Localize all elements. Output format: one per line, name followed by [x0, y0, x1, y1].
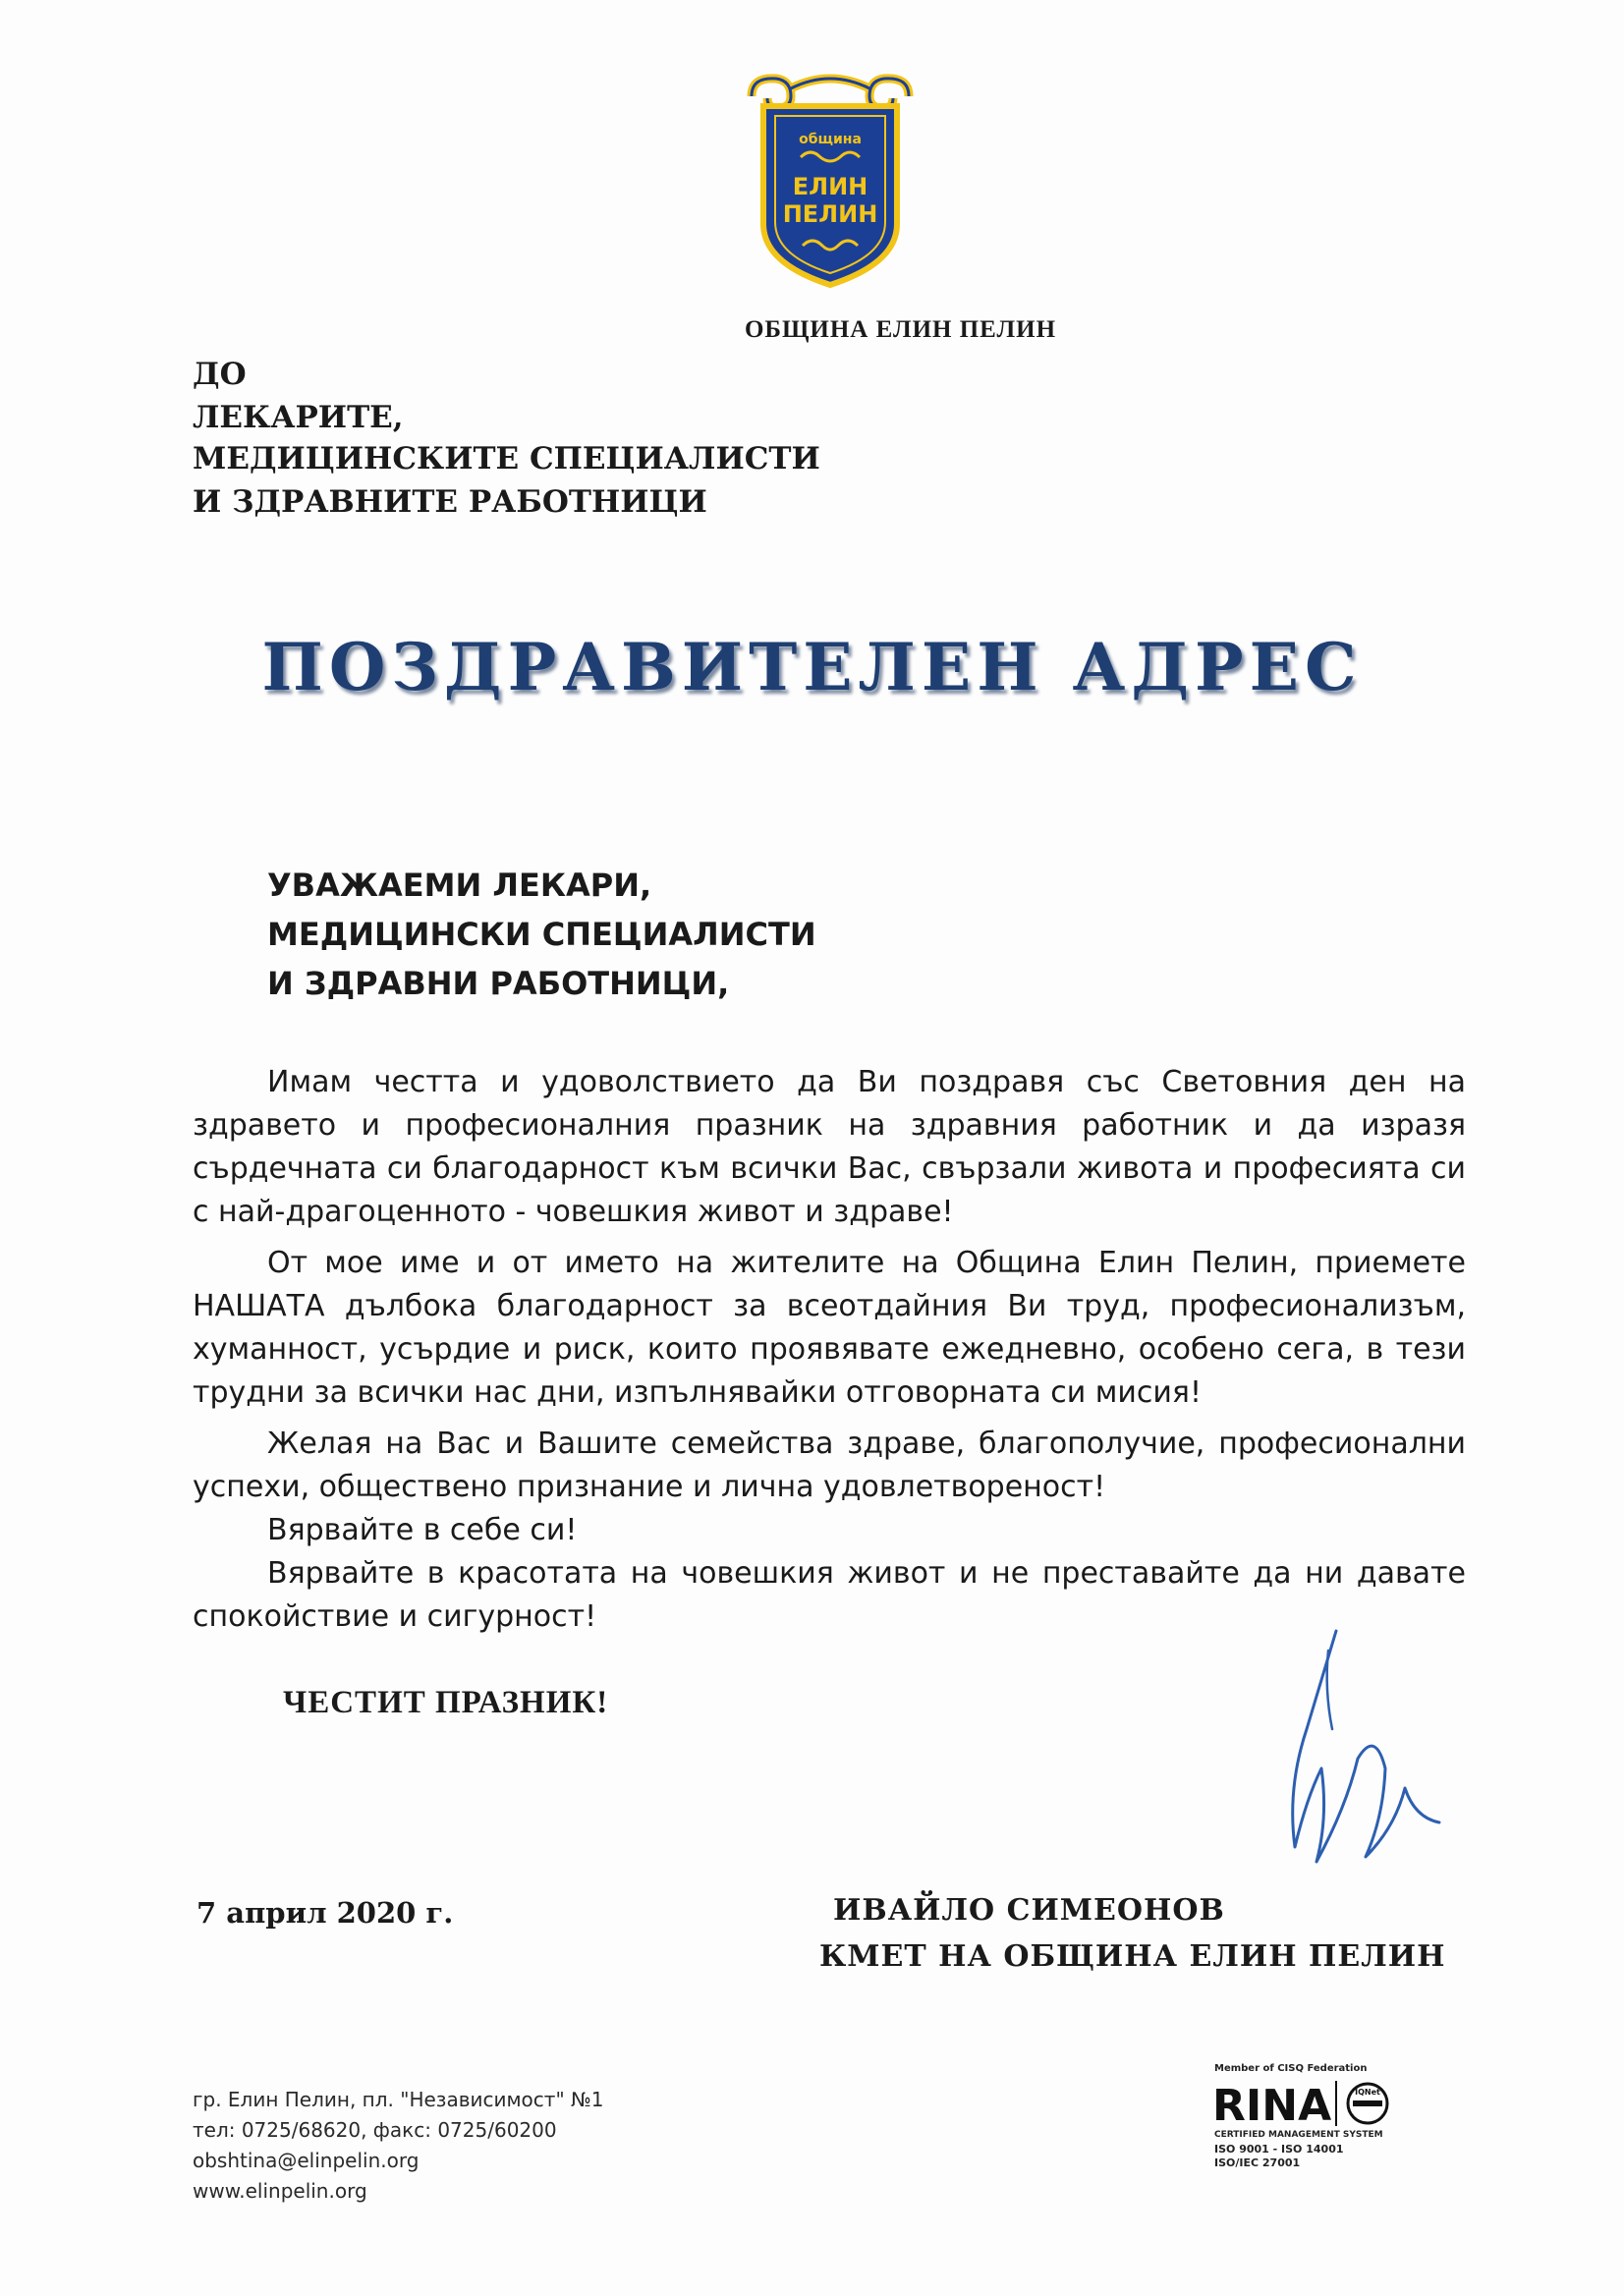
footer-website: www.elinpelin.org [193, 2179, 367, 2203]
iso-standards-line-1: ISO 9001 - ISO 14001 [1214, 2143, 1344, 2156]
greeting-line-3: И ЗДРАВНИ РАБОТНИЦИ, [267, 965, 730, 1002]
municipality-crest-logo [732, 67, 928, 293]
addressee-line-1: ДО [193, 357, 247, 392]
certification-mark [1210, 2063, 1427, 2171]
footer-address: гр. Елин Пелин, пл. "Независимост" №1 [193, 2088, 604, 2111]
addressee-line-2: ЛЕКАРИТЕ, [193, 400, 404, 435]
greeting-line-2: МЕДИЦИНСКИ СПЕЦИАЛИСТИ [267, 916, 816, 953]
crest-top-text: община [799, 132, 862, 147]
closing-greeting: ЧЕСТИТ ПРАЗНИК! [283, 1685, 609, 1720]
greeting-line-1: УВАЖАЕМИ ЛЕКАРИ, [267, 867, 652, 904]
footer-email: obshtina@elinpelin.org [193, 2149, 420, 2172]
paragraph-5: Вярвайте в красотата на човешкия живот и не преставайте да ни давате спокойствие и сигурност! [193, 1556, 1466, 1634]
rina-brand-text: RINA [1212, 2081, 1332, 2128]
certified-system-label: CERTIFIED MANAGEMENT SYSTEM [1214, 2130, 1383, 2140]
addressee-line-4: И ЗДРАВНИТЕ РАБОТНИЦИ [193, 484, 707, 520]
letter-body [193, 1061, 1466, 1639]
handwritten-signature [1267, 1621, 1454, 1876]
rina-logo [1210, 2077, 1407, 2128]
crest-line1: ЕЛИН [792, 173, 868, 200]
crest-line2: ПЕЛИН [782, 200, 878, 228]
document-title: ПОЗДРАВИТЕЛЕН АДРЕС [261, 629, 1363, 705]
paragraph-3: Желая на Вас и Вашите семейства здраве, благополучие, професионални успехи, обществено признание и лична удовлетвореност! [193, 1427, 1466, 1504]
paragraph-1: Имам честта и удоволствието да Ви поздравя със Световния ден на здравето и професионалния празник на здравния работник и да изразя сърдечната си благодарност към всички Вас, свързали живота и професията си с най-драгоценното - човешкия живот и здраве! [193, 1065, 1466, 1229]
signatory-name: ИВАЙЛО СИМЕОНОВ [833, 1893, 1225, 1928]
cisq-member-text: Member of CISQ Federation [1214, 2063, 1368, 2074]
footer-contact [193, 2085, 604, 2207]
iso-standards-line-2: ISO/IEC 27001 [1214, 2156, 1301, 2169]
paragraph-4: Вярвайте в себе си! [267, 1513, 578, 1547]
iqnet-badge-text: IQNet [1355, 2088, 1380, 2097]
organization-name: ОБЩИНА ЕЛИН ПЕЛИН [744, 316, 1057, 343]
letter-date: 7 април 2020 г. [196, 1896, 454, 1930]
footer-phone: тел: 0725/68620, факс: 0725/60200 [193, 2118, 557, 2142]
addressee-line-3: МЕДИЦИНСКИТЕ СПЕЦИАЛИСТИ [193, 441, 820, 476]
signatory-title: КМЕТ НА ОБЩИНА ЕЛИН ПЕЛИН [819, 1939, 1446, 1974]
paragraph-2: От мое име и от името на жителите на Община Елин Пелин, приемете НАШАТА дълбока благодарност за всеотдайния Ви труд, професионализъм, хуманност, усърдие и риск, които проявявате ежедневно, особено сега, в тези трудни за всички нас дни, изпълнявайки отговорната си мисия! [193, 1246, 1466, 1410]
